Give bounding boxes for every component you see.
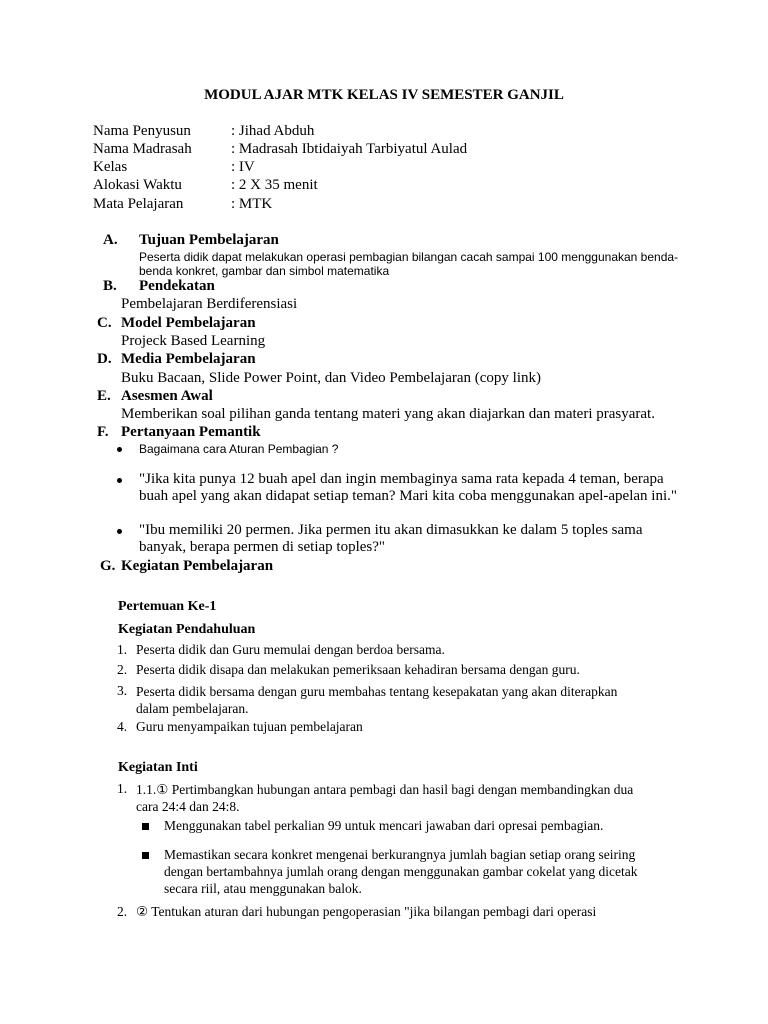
bullet-icon	[117, 478, 122, 483]
inti-subitem-2: Memastikan secara konkret mengenai berkurangnya jumlah bagian setiap orang seiring dengan bertambahnya jumlah orang dengan menggunakan gambar cokelat yang dicetak secara riil, atau menggunakan balok.	[164, 847, 638, 896]
section-g-heading: Kegiatan Pembelajaran	[121, 558, 274, 574]
section-b-letter: B.	[103, 278, 117, 294]
section-d-letter: D.	[97, 351, 112, 367]
document-title: MODUL AJAR MTK KELAS IV SEMESTER GANJIL	[204, 87, 564, 103]
info-label-mapel: Mata Pelajaran	[93, 196, 184, 212]
square-bullet-icon	[142, 852, 149, 859]
section-f-heading: Pertanyaan Pemantik	[121, 424, 261, 440]
section-d-body: Buku Bacaan, Slide Power Point, dan Video Pembelajaran (copy link)	[121, 370, 541, 386]
section-g-letter: G.	[100, 558, 116, 574]
pendahuluan-heading: Kegiatan Pendahuluan	[118, 622, 256, 637]
section-e-body: Memberikan soal pilihan ganda tentang materi yang akan diajarkan dan materi prasyarat.	[121, 406, 655, 422]
info-value-kelas: : IV	[231, 159, 255, 175]
pendahuluan-item-4: Guru menyampaikan tujuan pembelajaran	[136, 719, 363, 734]
inti-heading: Kegiatan Inti	[118, 760, 198, 775]
section-e-heading: Asesmen Awal	[121, 388, 213, 404]
inti-item-2: ② Tentukan aturan dari hubungan pengoperasian "jika bilangan pembagi dari operasi	[136, 904, 597, 919]
question-3: "Ibu memiliki 20 permen. Jika permen itu akan dimasukkan ke dalam 5 toples sama banyak, berapa permen di setiap toples?"	[139, 522, 643, 555]
pendahuluan-item-2: Peserta didik disapa dan melakukan pemeriksaan kehadiran bersama dengan guru.	[136, 662, 580, 677]
info-label-penyusun: Nama Penyusun	[93, 123, 191, 139]
square-bullet-icon	[142, 823, 149, 830]
section-c-heading: Model Pembelajaran	[121, 315, 256, 331]
list-number: 4.	[117, 719, 128, 734]
section-a-heading: Tujuan Pembelajaran	[139, 232, 279, 248]
info-value-penyusun: : Jihad Abduh	[231, 123, 315, 139]
bullet-icon	[117, 529, 122, 534]
info-label-madrasah: Nama Madrasah	[93, 141, 192, 157]
list-number: 1.	[117, 781, 128, 796]
section-d-heading: Media Pembelajaran	[121, 351, 256, 367]
info-value-mapel: : MTK	[231, 196, 273, 212]
pendahuluan-item-1: Peserta didik dan Guru memulai dengan berdoa bersama.	[136, 642, 445, 657]
inti-item-1: 1.1.① Pertimbangkan hubungan antara pembagi dan hasil bagi dengan membandingkan dua cara 24:4 dan 24:8.	[136, 782, 634, 814]
list-number: 2.	[117, 904, 128, 919]
inti-subitem-1: Menggunakan tabel perkalian 99 untuk mencari jawaban dari opresai pembagian.	[164, 818, 604, 833]
bullet-icon	[117, 447, 122, 452]
section-b-body: Pembelajaran Berdiferensiasi	[121, 296, 298, 312]
section-b-heading: Pendekatan	[139, 278, 215, 294]
list-number: 3.	[117, 683, 128, 698]
section-a-body: Peserta didik dapat melakukan operasi pembagian bilangan cacah sampai 100 menggunakan benda-benda konkret, gambar dan simbol matematika	[139, 250, 679, 278]
section-f-letter: F.	[97, 424, 109, 440]
info-label-kelas: Kelas	[93, 159, 128, 175]
list-number: 2.	[117, 662, 128, 677]
pendahuluan-item-3: Peserta didik bersama dengan guru membahas tentang kesepakatan yang akan diterapkan dalam pembelajaran.	[136, 684, 618, 716]
info-value-alokasi: : 2 X 35 menit	[231, 177, 318, 193]
question-1: Bagaimana cara Aturan Pembagian ?	[139, 442, 339, 456]
section-c-body: Projeck Based Learning	[121, 333, 266, 349]
question-2: "Jika kita punya 12 buah apel dan ingin membaginya sama rata kepada 4 teman, berapa buah apel yang akan didapat setiap teman? Mari kita coba menggunakan apel-apelan ini."	[139, 471, 677, 504]
info-value-madrasah: : Madrasah Ibtidaiyah Tarbiyatul Aulad	[231, 141, 468, 157]
section-a-letter: A.	[103, 232, 118, 248]
meeting-title: Pertemuan Ke-1	[118, 599, 217, 614]
section-c-letter: C.	[97, 315, 112, 331]
section-e-letter: E.	[97, 388, 111, 404]
list-number: 1.	[117, 642, 128, 657]
info-label-alokasi: Alokasi Waktu	[93, 177, 182, 193]
